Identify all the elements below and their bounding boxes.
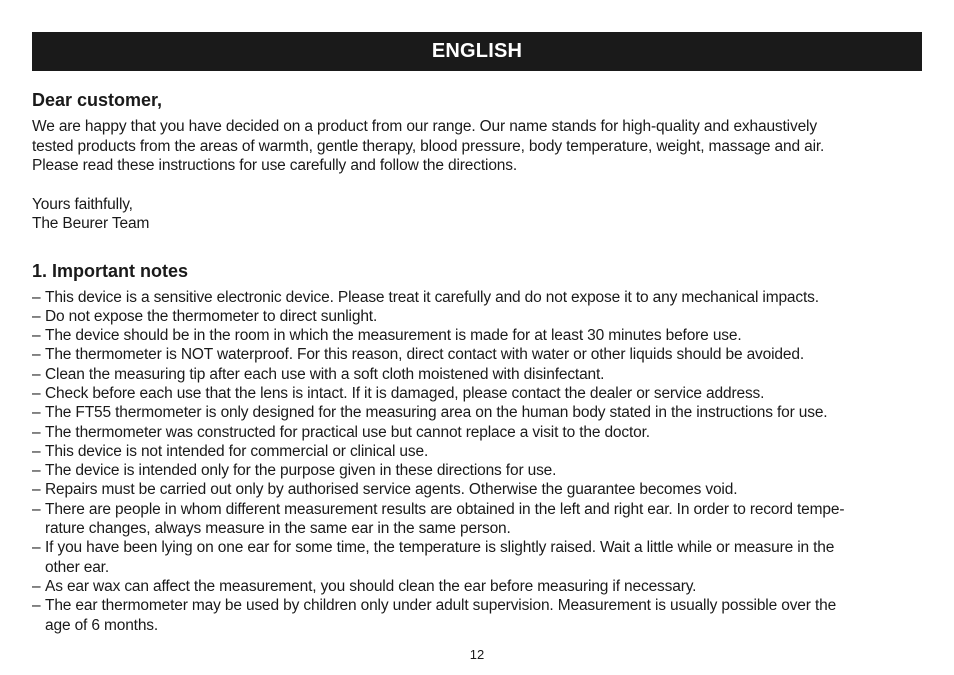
- list-dash: –: [32, 288, 41, 306]
- list-dash: –: [32, 384, 41, 402]
- page-number: 12: [469, 647, 485, 662]
- list-dash: –: [32, 577, 41, 595]
- note-text-line-1: The ear thermometer may be used by children only under adult supervision. Measurement is usually possible over the: [45, 597, 837, 615]
- list-dash: –: [32, 597, 41, 615]
- note-text-line-2: rature changes, always measure in the same ear in the same person.: [45, 520, 511, 538]
- note-item: [32, 384, 922, 403]
- note-item: [32, 365, 922, 384]
- intro-line-1: We are happy that you have decided on a product from our range. Our name stands for high-quality and exhaustively: [32, 118, 817, 135]
- note-text: The thermometer was constructed for practical use but cannot replace a visit to the doctor.: [45, 423, 650, 441]
- list-dash: –: [32, 539, 41, 557]
- list-dash: –: [32, 365, 41, 383]
- note-item: [32, 442, 922, 461]
- note-item: [32, 326, 922, 345]
- section-heading: 1. Important notes: [32, 260, 189, 281]
- note-item: [32, 403, 922, 422]
- list-dash: –: [32, 404, 41, 422]
- note-item: [32, 480, 922, 499]
- note-text: This device is a sensitive electronic device. Please treat it carefully and do not expose it to any mechanical impacts.: [45, 288, 819, 306]
- greeting-heading: Dear customer,: [32, 90, 163, 110]
- note-text: As ear wax can affect the measurement, you should clean the ear before measuring if necessary.: [45, 577, 697, 595]
- note-text: The device should be in the room in which the measurement is made for at least 30 minutes before use.: [45, 327, 742, 345]
- page-content: [32, 88, 922, 635]
- note-item: [32, 288, 922, 307]
- list-dash: –: [32, 307, 41, 325]
- note-text-line-1: There are people in whom different measurement results are obtained in the left and right ear. In order to record tempe-: [45, 500, 845, 518]
- intro-paragraph: [32, 117, 922, 176]
- important-notes-list: [32, 288, 922, 635]
- note-text: This device is not intended for commercial or clinical use.: [45, 442, 429, 460]
- signoff: [32, 195, 922, 234]
- list-dash: –: [32, 481, 41, 499]
- list-dash: –: [32, 423, 41, 441]
- note-text-line-2: age of 6 months.: [45, 616, 159, 634]
- list-dash: –: [32, 462, 41, 480]
- signoff-line-1: Yours faithfully,: [32, 195, 133, 213]
- note-text-line-2: other ear.: [45, 558, 109, 576]
- note-item: [32, 577, 922, 596]
- note-text: The thermometer is NOT waterproof. For this reason, direct contact with water or other liquids should be avoided.: [45, 346, 804, 364]
- language-header-bar: [32, 32, 922, 71]
- note-text: Repairs must be carried out only by authorised service agents. Otherwise the guarantee becomes void.: [45, 481, 738, 499]
- note-text-line-1: If you have been lying on one ear for some time, the temperature is slightly raised. Wait a little while or measure in the: [45, 539, 835, 557]
- signoff-line-2: The Beurer Team: [32, 215, 150, 232]
- note-text: Check before each use that the lens is intact. If it is damaged, please contact the dealer or service address.: [45, 384, 765, 402]
- list-dash: –: [32, 500, 41, 518]
- list-dash: –: [32, 442, 41, 460]
- note-item: [32, 500, 922, 539]
- note-item: [32, 345, 922, 364]
- note-item: [32, 461, 922, 480]
- note-item: [32, 538, 922, 577]
- note-text: The FT55 thermometer is only designed for the measuring area on the human body stated in the instructions for use.: [45, 404, 828, 422]
- note-text: Clean the measuring tip after each use with a soft cloth moistened with disinfectant.: [45, 365, 605, 383]
- note-item: [32, 307, 922, 326]
- note-text: Do not expose the thermometer to direct sunlight.: [45, 307, 378, 325]
- note-item: [32, 423, 922, 442]
- list-dash: –: [32, 327, 41, 345]
- language-title: ENGLISH: [431, 40, 523, 62]
- intro-line-2: tested products from the areas of warmth, gentle therapy, blood pressure, body temperature, weight, massage and air.: [32, 137, 825, 155]
- intro-line-3: Please read these instructions for use carefully and follow the directions.: [32, 157, 518, 174]
- note-item: [32, 596, 922, 635]
- note-text: The device is intended only for the purpose given in these directions for use.: [45, 462, 557, 480]
- list-dash: –: [32, 346, 41, 364]
